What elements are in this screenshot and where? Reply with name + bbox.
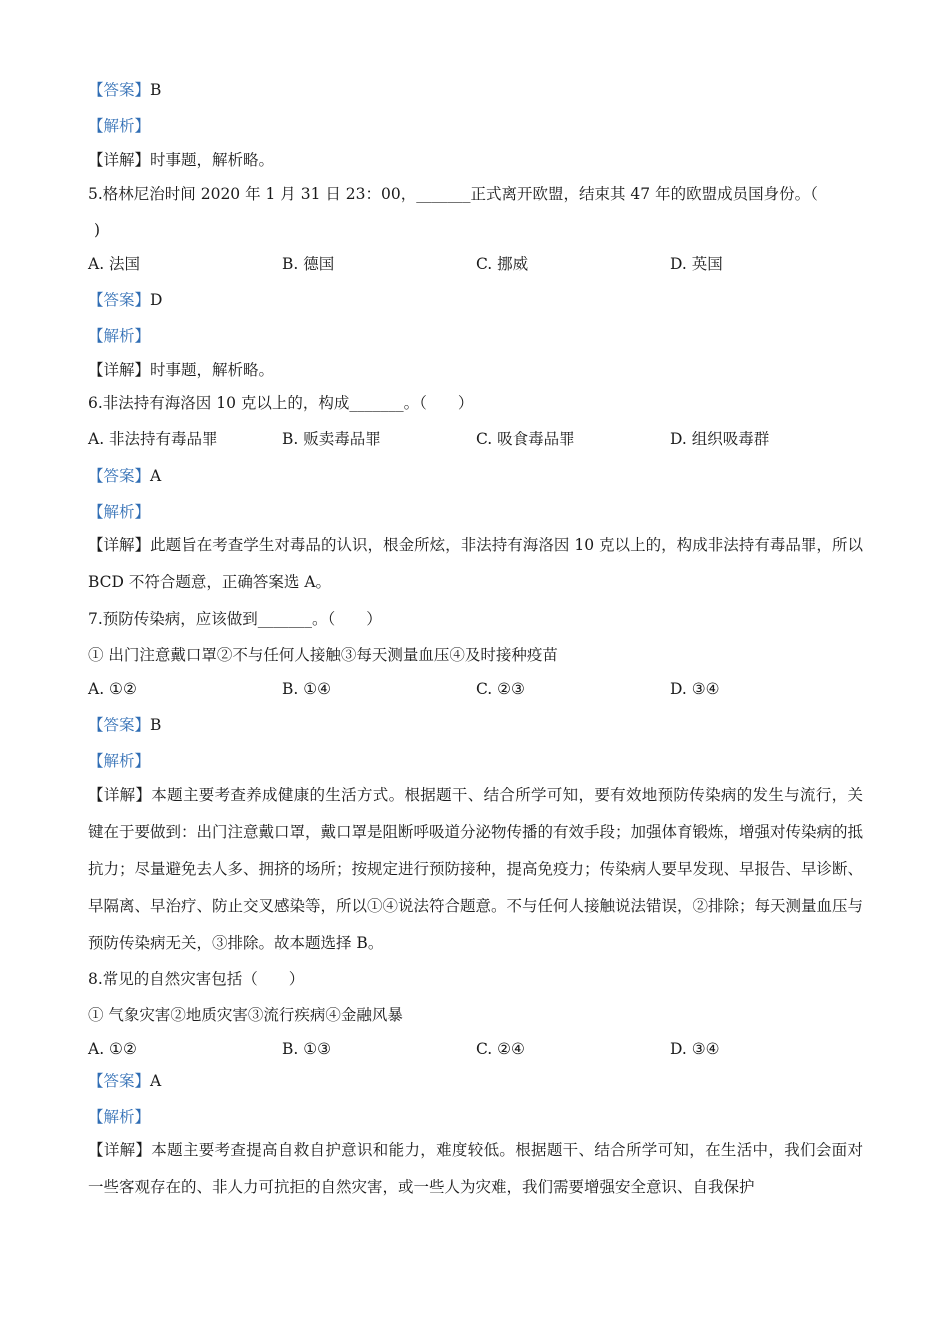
detail-tag: 【详解】 — [88, 151, 151, 169]
question-stem: 8.常见的自然灾害包括（ ） — [88, 970, 305, 988]
detail-text: 时事题，解析略。 — [150, 151, 275, 169]
answer-line — [88, 715, 161, 735]
option-b: B. ①③ — [282, 1040, 332, 1058]
option-d: D. 英国 — [670, 255, 723, 273]
answer-value: B — [150, 81, 162, 99]
answer-tag: 【答案】 — [88, 1072, 151, 1090]
answer-tag: 【答案】 — [88, 81, 151, 99]
answer-line — [88, 1071, 161, 1091]
question-items: ① 气象灾害②地质灾害③流行疾病④金融风暴 — [88, 1006, 403, 1024]
option-c: C. ②④ — [476, 1040, 525, 1058]
option-d: D. ③④ — [670, 1040, 720, 1058]
answer-tag: 【答案】 — [88, 716, 151, 734]
detail-text: 本题主要考查提高自救自护意识和能力，难度较低。根据题干、结合所学可知，在生活中，我们会面对一些客观存在的、非人力可抗拒的自然灾害，或一些人为灾难，我们需要增强安全意识、自我保护 — [88, 1141, 863, 1196]
option-c: C. 挪威 — [476, 255, 529, 273]
analysis-tag: 【解析】 — [88, 752, 151, 770]
detail-text: 本题主要考查养成健康的生活方式。根据题干、结合所学可知，要有效地预防传染病的发生与流行，关键在于要做到：出门注意戴口罩，戴口罩是阻断呼吸道分泌物传播的有效手段；加强体育锻炼，增强对传染病的抵抗力；尽量避免去人多、拥挤的场所；按规定进行预防接种，提高免疫力；传染病人要早发现、早报告、早诊断、早隔离、早治疗、防止交叉感染等，所以①④说法符合题意。不与任何人接触说法错误，②排除；每天测量血压与预防传染病无关，③排除。故本题选择 B。 — [88, 786, 864, 952]
answer-value: D — [150, 291, 163, 309]
detail-line — [88, 150, 274, 170]
answer-value: A — [150, 1072, 162, 1090]
answer-tag: 【答案】 — [88, 291, 151, 309]
question-stem: 6.非法持有海洛因 10 克以上的，构成_______。（ ） — [88, 394, 474, 412]
option-a: A. ①② — [88, 1040, 137, 1058]
answer-line — [88, 290, 162, 310]
detail-tag: 【详解】 — [88, 786, 152, 804]
detail-paragraph — [88, 1132, 863, 1206]
question-stem: 5.格林尼治时间 2020 年 1 月 31 日 23：00，_______正式离开欧盟，结束其 47 年的欧盟成员国身份。（ — [88, 185, 818, 203]
detail-tag: 【详解】 — [88, 361, 151, 379]
option-c: C. ②③ — [476, 680, 525, 698]
detail-paragraph — [88, 527, 863, 601]
answer-tag: 【答案】 — [88, 467, 151, 485]
analysis-tag: 【解析】 — [88, 327, 151, 345]
detail-tag: 【详解】 — [88, 536, 151, 554]
option-a: A. 非法持有毒品罪 — [88, 430, 218, 448]
detail-text: 时事题，解析略。 — [150, 361, 275, 379]
option-d: D. ③④ — [670, 680, 720, 698]
answer-value: B — [150, 716, 162, 734]
detail-paragraph — [88, 777, 863, 962]
option-a: A. ①② — [88, 680, 137, 698]
detail-tag: 【详解】 — [88, 1141, 152, 1159]
option-c: C. 吸食毒品罪 — [476, 430, 575, 448]
option-b: B. 德国 — [282, 255, 335, 273]
detail-text: 此题旨在考查学生对毒品的认识，根金所炫，非法持有海洛因 10 克以上的，构成非法持有毒品罪，所以 BCD 不符合题意，正确答案选 A。 — [88, 536, 863, 591]
option-b: B. 贩卖毒品罪 — [282, 430, 381, 448]
option-d: D. 组织吸毒群 — [670, 430, 770, 448]
option-b: B. ①④ — [282, 680, 332, 698]
question-items: ① 出门注意戴口罩②不与任何人接触③每天测量血压④及时接种疫苗 — [88, 646, 558, 664]
answer-line — [88, 80, 161, 100]
detail-line — [88, 360, 274, 380]
analysis-tag: 【解析】 — [88, 1108, 151, 1126]
question-stem-continued: ) — [94, 221, 101, 239]
analysis-tag: 【解析】 — [88, 503, 151, 521]
question-stem: 7.预防传染病，应该做到_______。（ ） — [88, 610, 382, 628]
answer-line — [88, 466, 161, 486]
analysis-tag: 【解析】 — [88, 117, 151, 135]
option-a: A. 法国 — [88, 255, 141, 273]
answer-value: A — [150, 467, 162, 485]
